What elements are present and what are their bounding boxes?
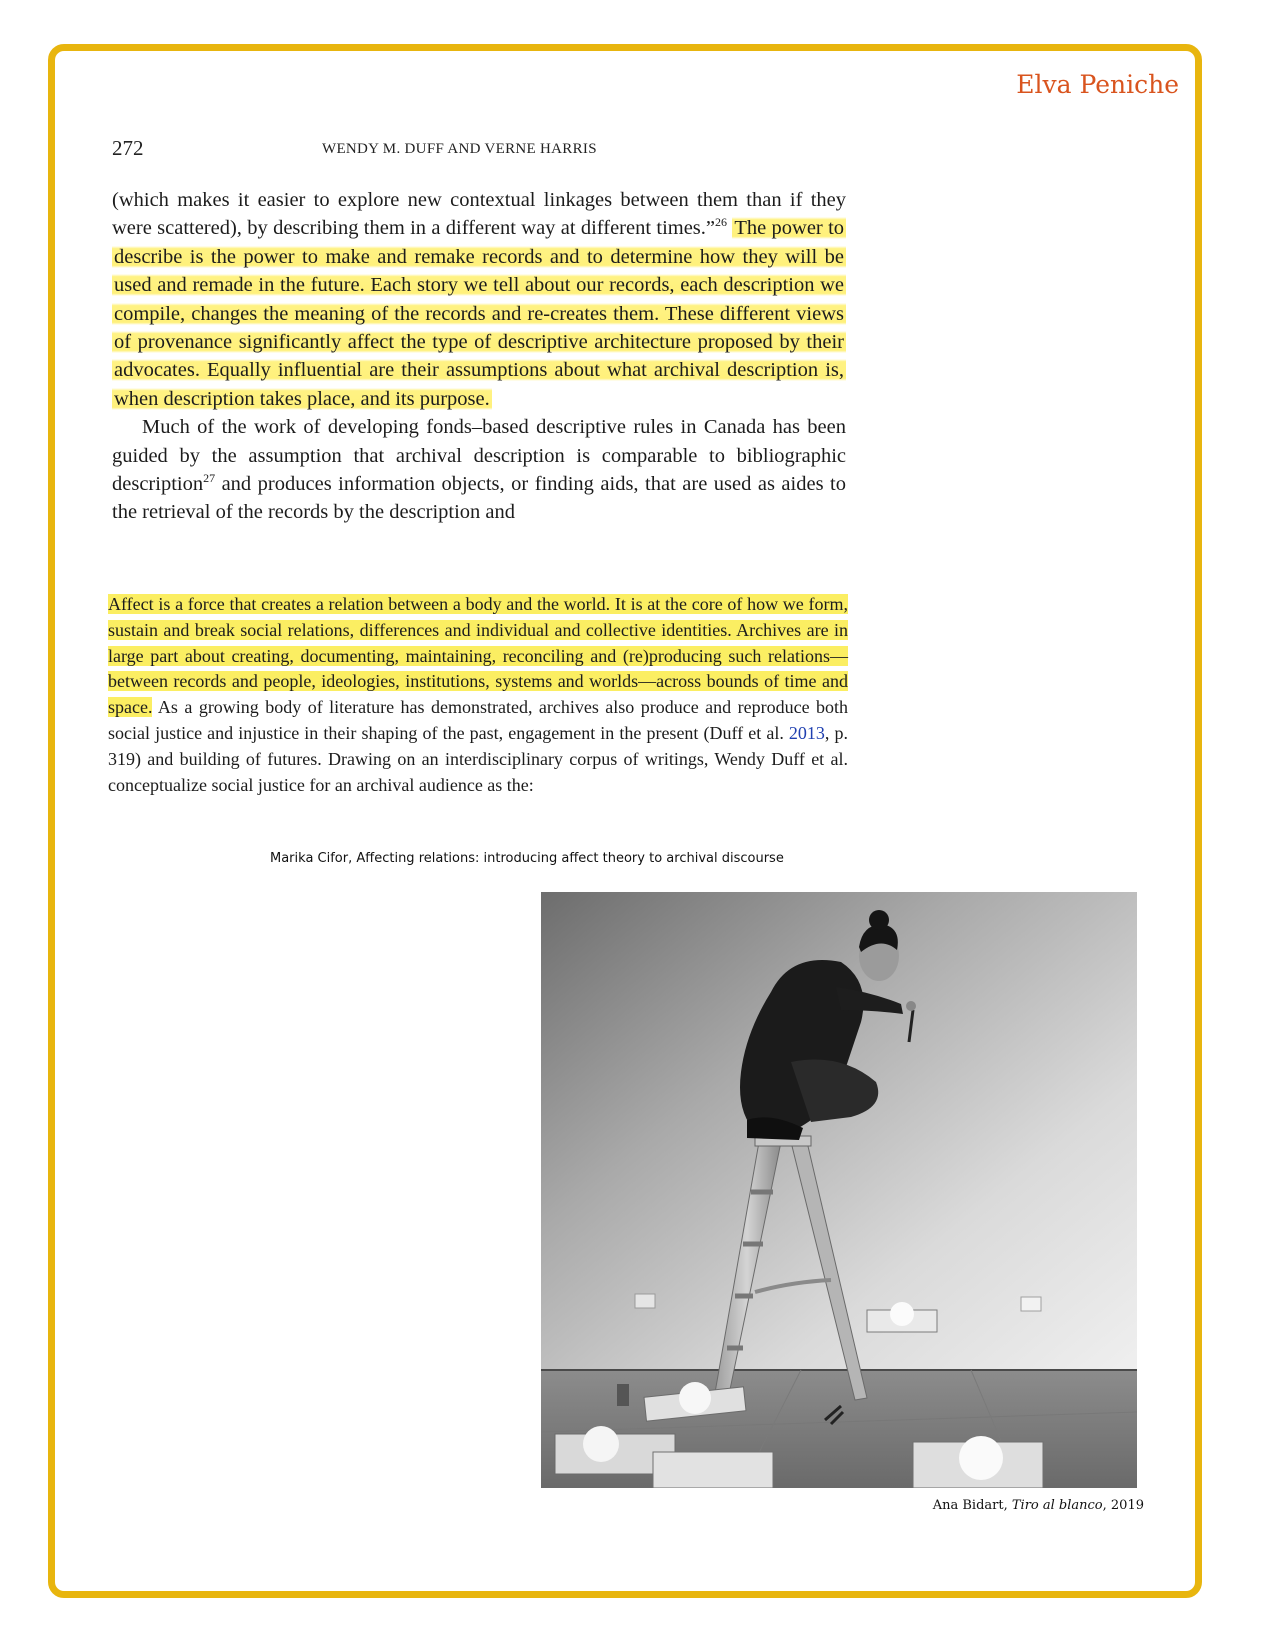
author-name: Elva Peniche [1016,70,1179,99]
paragraph-start: Much of the work of developing fonds–based descriptive rules in Canada has been guided by the assumption that archival description is comparable to bibliographic description [112,416,846,496]
article-excerpt [108,592,848,798]
artwork-photo [541,892,1137,1488]
paragraph-text-end: , p. 319) and building of futures. Drawing on an interdisciplinary corpus of writings, Wendy Duff et al. conceptualize social justice for an archival audience as the: [108,722,848,795]
highlighted-passage: The power to describe is the power to make and remake records and to determine how they will be used and remade in the future. Each story we tell about our records, each description we compile, changes the meaning of the records and re-creates them. These different views of provenance significantly affect the type of descriptive architecture proposed by their advocates. Equally influential are their assumptions about what archival description is, when description takes place, and its purpose. [114,217,845,410]
book-excerpt [112,186,846,544]
paragraph-lead: (which makes it easier to explore new contextual linkages between them than if they were scattered), by describing them in a different way at different times.” [112,189,846,240]
excerpt-paragraph-1 [112,186,846,413]
article-caption: Marika Cifor, Affecting relations: introducing affect theory to archival discourse [270,851,784,866]
highlighted-passage: Affect is a force that creates a relation between a body and the world. It is at the core of how we form, sustain and break social relations, differences and individual and collective identities. Archives are in large part about creating, documenting, maintaining, reconciling and (re)producing such relations—between records and people, ideologies, institutions, systems and worlds—across bounds of time and space. [108,594,848,718]
footnote-marker: 26 [715,215,728,230]
photo-caption [933,1498,1144,1513]
photo-illustration [541,892,1137,1488]
page-number: 272 [112,136,144,160]
artist-name: Ana Bidart, [932,1498,1012,1513]
footnote-marker: 27 [203,471,216,486]
paragraph-end: and produces information objects, or finding aids, that are used as aides to the retrieval of the records by the description and [112,473,846,524]
running-head: WENDY M. DUFF AND VERNE HARRIS [322,141,597,157]
book-header [112,136,852,166]
paragraph-text: As a growing body of literature has demonstrated, archives also produce and reproduce both social justice and injustice in their shaping of the past, engagement in the present (Duff et al. [108,697,848,743]
citation-link[interactable]: 2013 [788,722,825,743]
article-paragraph [108,592,848,798]
excerpt-paragraph-2 [112,413,846,527]
artwork-title: Tiro al blanco [1011,1498,1103,1513]
artwork-year: , 2019 [1102,1498,1144,1513]
